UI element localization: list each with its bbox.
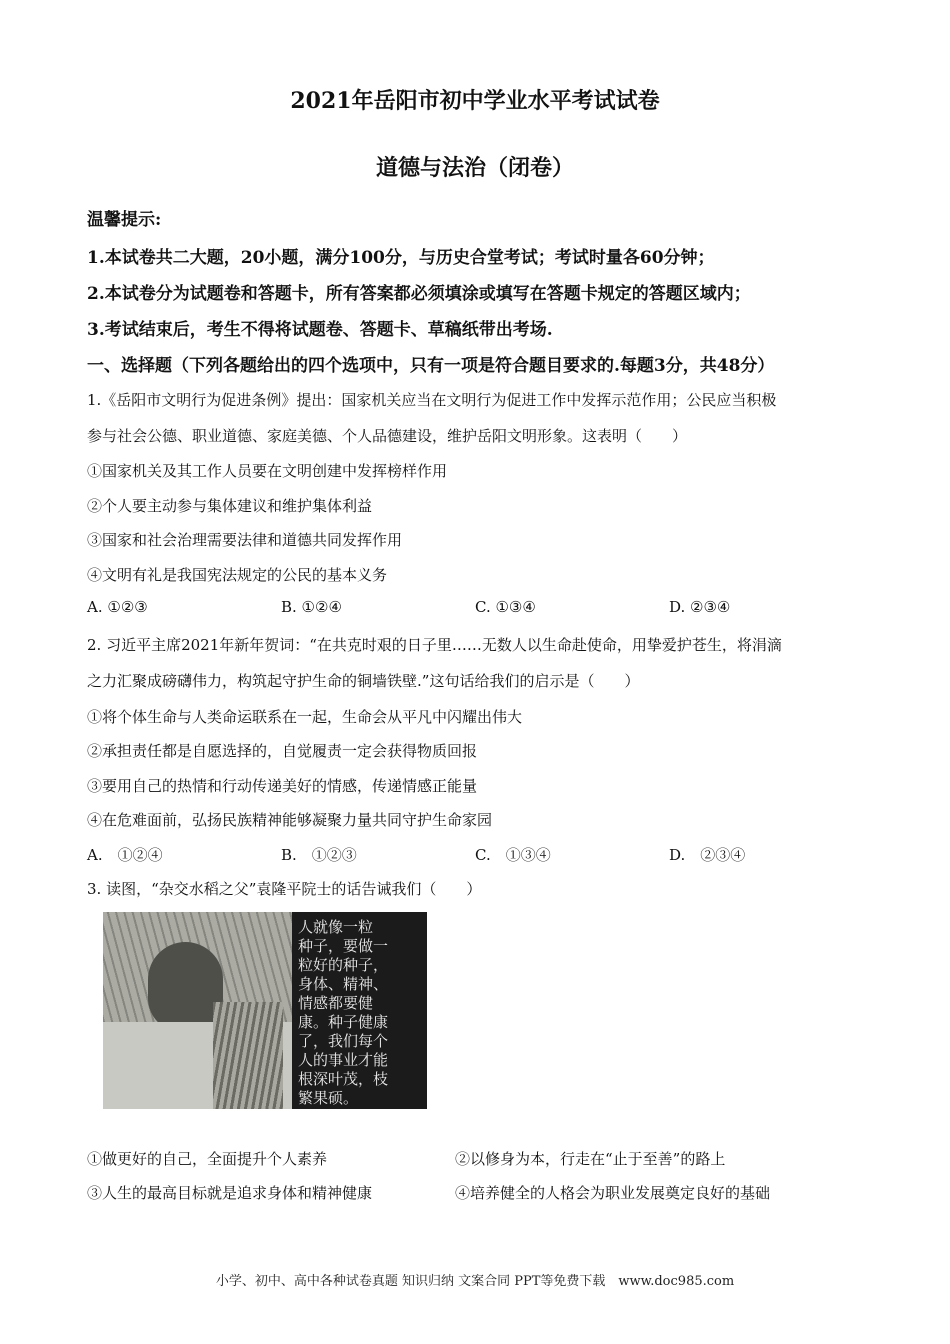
statement: ①做更好的自己，全面提升个人素养 bbox=[87, 1150, 328, 1168]
question-text: 参与社会公德、职业道德、家庭美德、个人品德建设，维护岳阳文明形象。这表明（ ） bbox=[87, 427, 688, 445]
page-subtitle: 道德与法治（闭卷） bbox=[375, 155, 574, 181]
question-text: 之力汇聚成磅礴伟力，构筑起守护生命的铜墙铁壁.”这句话给我们的启示是（ ） bbox=[87, 672, 640, 690]
option-a: A. ①②③ bbox=[87, 598, 148, 616]
tip-item: 2.本试卷分为试题卷和答题卡，所有答案都必须填涂或填写在答题卡规定的答题区域内； bbox=[87, 284, 751, 304]
yuan-longping-photo bbox=[103, 912, 427, 1109]
statement: ②以修身为本，行走在“止于至善”的路上 bbox=[455, 1150, 726, 1168]
statement: ④文明有礼是我国宪法规定的公民的基本义务 bbox=[87, 566, 388, 584]
question-text: 2. 习近平主席2021年新年贺词：“在共克时艰的日子里……无数人以生命赴使命，用挚爱护苍生，将涓滴 bbox=[87, 636, 782, 654]
option-c: C. ①③④ bbox=[475, 598, 536, 616]
option-d: D. ②③④ bbox=[669, 598, 731, 616]
tips-heading: 温馨提示: bbox=[87, 210, 162, 230]
option-a: A. ①②④ bbox=[87, 846, 163, 864]
option-c: C. ①③④ bbox=[475, 846, 551, 864]
section-heading: 一、选择题（下列各题给出的四个选项中，只有一项是符合题目要求的.每题3分，共48分） bbox=[87, 356, 775, 376]
statement: ②承担责任都是自愿选择的，自觉履责一定会获得物质回报 bbox=[87, 742, 478, 760]
statement: ①国家机关及其工作人员要在文明创建中发挥榜样作用 bbox=[87, 462, 448, 480]
page-footer: 小学、初中、高中各种试卷真题 知识归纳 文案合同 PPT等免费下载 www.doc985.com bbox=[215, 1274, 735, 1289]
page-title: 2021年岳阳市初中学业水平考试试卷 bbox=[290, 88, 660, 114]
statement: ①将个体生命与人类命运联系在一起，生命会从平凡中闪耀出伟大 bbox=[87, 708, 523, 726]
option-d: D. ②③④ bbox=[669, 846, 746, 864]
tip-item: 3.考试结束后，考生不得将试题卷、答题卡、草稿纸带出考场. bbox=[87, 320, 553, 340]
question-text: 1.《岳阳市文明行为促进条例》提出：国家机关应当在文明行为促进工作中发挥示范作用；公民应当积极 bbox=[87, 391, 777, 409]
option-b: B. ①②③ bbox=[281, 846, 357, 864]
tip-item: 1.本试卷共二大题，20小题，满分100分，与历史合堂考试；考试时量各60分钟； bbox=[87, 248, 715, 268]
statement: ④在危难面前，弘扬民族精神能够凝聚力量共同守护生命家园 bbox=[87, 811, 493, 829]
statement: ③要用自己的热情和行动传递美好的情感，传递情感正能量 bbox=[87, 777, 478, 795]
statement: ③国家和社会治理需要法律和道德共同发挥作用 bbox=[87, 531, 403, 549]
statement: ②个人要主动参与集体建议和维护集体利益 bbox=[87, 497, 373, 515]
statement: ④培养健全的人格会为职业发展奠定良好的基础 bbox=[455, 1184, 771, 1202]
option-b: B. ①②④ bbox=[281, 598, 342, 616]
question-text: 3. 读图，“杂交水稻之父”袁隆平院士的话告诫我们（ ） bbox=[87, 880, 482, 898]
statement: ③人生的最高目标就是追求身体和精神健康 bbox=[87, 1184, 373, 1202]
rice-stalks bbox=[213, 1002, 283, 1109]
portrait-face bbox=[148, 942, 223, 1032]
quote-text: 人就像一粒 种子，要做一 粒好的种子， 身体、精神、 情感都要健 康。种子健康 了，我们每个 人的事业才能 根深叶茂，枝 繁果硕。 bbox=[298, 918, 389, 1107]
quote-board bbox=[292, 912, 427, 1109]
